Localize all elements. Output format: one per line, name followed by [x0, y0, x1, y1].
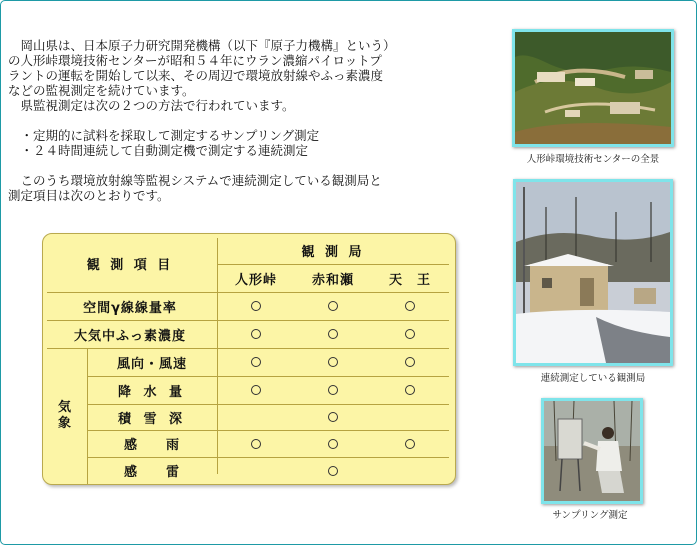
mark-circle — [405, 439, 415, 449]
intro-line: このうち環境放射線等監視システムで連続測定している観測局と — [8, 173, 382, 188]
mark-circle — [405, 301, 415, 311]
monitoring-table — [42, 233, 456, 485]
row-rainsensor-label: 感 雨 — [123, 438, 180, 453]
mark-circle — [405, 357, 415, 367]
mark-circle — [328, 439, 338, 449]
photo-monitoring-station — [513, 179, 673, 366]
intro-line: の人形峠環境技術センターが昭和５４年にウラン濃縮パイロットプ — [8, 53, 382, 68]
intro-line: ラントの運転を開始して以来、その周辺で環境放射線やふっ素濃度 — [8, 68, 384, 83]
mark-circle — [251, 385, 261, 395]
intro-line: 測定項目は次のとおりです。 — [8, 188, 170, 203]
weather-group-label — [43, 348, 87, 484]
mark-circle — [328, 412, 338, 422]
mark-circle — [328, 301, 338, 311]
mark-circle — [328, 329, 338, 339]
station-akawase: 赤和瀬 — [311, 272, 354, 288]
row-gamma-label: 空間γ線線量率 — [83, 300, 177, 316]
row-snow-label: 積 雪 深 — [117, 411, 187, 427]
mark-circle — [251, 301, 261, 311]
photo-center-aerial — [512, 29, 674, 147]
mark-circle — [328, 466, 338, 476]
mark-circle — [405, 329, 415, 339]
bullet-continuous: ・２４時間連続して自動測定機で測定する連続測定 — [8, 143, 309, 158]
mark-circle — [251, 329, 261, 339]
mark-circle — [405, 385, 415, 395]
intro-line: 岡山県は、日本原子力研究開発機構（以下『原子力機構』という） — [8, 38, 396, 53]
photo-sampling — [541, 398, 643, 504]
row-wind-label: 風向・風速 — [116, 356, 187, 372]
photo1-caption: 人形峠環境技術センターの全景 — [526, 154, 660, 165]
row-fluorine-label: 大気中ふっ素濃度 — [73, 328, 186, 344]
weather-char-2: 象 — [57, 416, 72, 431]
row-rain-label: 降 水 量 — [117, 384, 187, 400]
station-tenno: 天 王 — [388, 272, 431, 288]
intro-text — [8, 38, 498, 203]
mark-circle — [251, 357, 261, 367]
photo2-caption: 連続測定している観測局 — [540, 373, 646, 384]
row-thunder-label: 感 雷 — [123, 465, 180, 480]
mark-circle — [328, 385, 338, 395]
weather-char-1: 気 — [57, 400, 72, 415]
bullet-sampling: ・定期的に試料を採取して測定するサンプリング測定 — [8, 128, 320, 143]
header-station: 観 測 局 — [301, 244, 365, 260]
header-item: 観 測 項 目 — [86, 257, 174, 273]
station-ningyotoge: 人形峠 — [234, 272, 277, 288]
mark-circle — [251, 439, 261, 449]
intro-line: などの監視測定を続けています。 — [8, 83, 195, 98]
photo3-caption: サンプリング測定 — [552, 510, 628, 521]
intro-line: 県監視測定は次の２つの方法で行われています。 — [8, 98, 295, 113]
mark-circle — [328, 357, 338, 367]
